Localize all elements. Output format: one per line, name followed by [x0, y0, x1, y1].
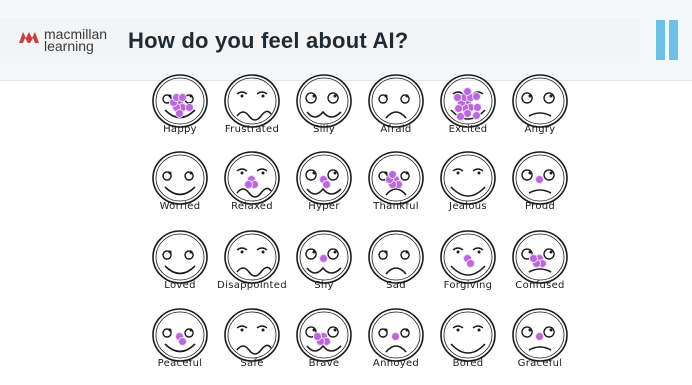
vote-dot	[529, 254, 538, 263]
smiley-face-icon	[361, 226, 431, 288]
logo-line-2: learning	[44, 38, 94, 54]
face-bored[interactable]	[433, 304, 503, 380]
face-annoyed[interactable]	[361, 304, 431, 380]
face-label: Worried	[159, 201, 201, 212]
vote-dot	[391, 332, 400, 341]
face-label: Jealous	[449, 201, 487, 212]
smiley-face-icon	[433, 304, 503, 366]
face-confused[interactable]	[505, 226, 575, 302]
face-happy[interactable]	[145, 70, 215, 146]
smiley-face-icon	[217, 226, 287, 288]
face-label: Thankful	[373, 201, 419, 212]
face-disappointed[interactable]	[217, 226, 287, 302]
face-brave[interactable]	[289, 304, 359, 380]
face-label: Proud	[524, 201, 556, 212]
face-worried[interactable]	[145, 147, 215, 223]
smiley-face-icon	[217, 70, 287, 132]
smiley-face-icon	[505, 70, 575, 132]
smiley-face-icon	[433, 147, 503, 209]
face-label: Hyper	[308, 201, 340, 212]
face-label: Afraid	[380, 124, 412, 135]
smiley-face-icon	[145, 226, 215, 288]
slide-header	[0, 0, 692, 80]
face-peaceful[interactable]	[145, 304, 215, 380]
face-label: Silly	[312, 124, 336, 135]
macmillan-logo	[18, 26, 118, 56]
face-label: Loved	[164, 280, 196, 291]
face-label: Relaxed	[231, 201, 273, 212]
smiley-face-icon	[361, 70, 431, 132]
face-thankful[interactable]	[361, 147, 431, 223]
face-label: Bored	[452, 358, 484, 369]
face-label: Peaceful	[157, 358, 203, 369]
smiley-face-icon	[289, 70, 359, 132]
logo-line-1: macmillan	[44, 26, 108, 42]
face-shy[interactable]	[289, 226, 359, 302]
vote-dot	[178, 93, 187, 102]
vote-dot	[388, 170, 397, 179]
vote-dot	[535, 175, 544, 184]
face-forgiving[interactable]	[433, 226, 503, 302]
face-angry[interactable]	[505, 70, 575, 146]
face-label: Frustrated	[224, 124, 280, 135]
face-frustrated[interactable]	[217, 70, 287, 146]
face-proud[interactable]	[505, 147, 575, 223]
accent-bar-left	[656, 20, 665, 60]
face-label: Angry	[524, 124, 556, 135]
face-label: Disappointed	[217, 280, 287, 291]
face-label: Safe	[240, 358, 264, 369]
vote-dot	[535, 332, 544, 341]
macmillan-logo-icon	[18, 29, 40, 45]
face-afraid[interactable]	[361, 70, 431, 146]
face-label: Excited	[448, 124, 488, 135]
vote-dot	[313, 332, 322, 341]
accent-bar-right	[669, 20, 678, 60]
smiley-face-icon	[145, 147, 215, 209]
face-safe[interactable]	[217, 304, 287, 380]
face-label: Graceful	[517, 358, 563, 369]
face-label: Shy	[314, 280, 334, 291]
face-jealous[interactable]	[433, 147, 503, 223]
slide-title: How do you feel about AI?	[128, 28, 409, 53]
face-label: Sad	[386, 280, 406, 291]
face-relaxed[interactable]	[217, 147, 287, 223]
face-label: Happy	[163, 124, 197, 135]
face-label: Annoyed	[372, 358, 420, 369]
emotion-face-grid	[145, 70, 575, 380]
face-label: Forgiving	[443, 280, 493, 291]
vote-dot	[463, 87, 472, 96]
smiley-face-icon	[217, 304, 287, 366]
face-hyper[interactable]	[289, 147, 359, 223]
face-sad[interactable]	[361, 226, 431, 302]
face-excited[interactable]	[433, 70, 503, 146]
face-label: Confused	[515, 280, 565, 291]
face-graceful[interactable]	[505, 304, 575, 380]
face-silly[interactable]	[289, 70, 359, 146]
face-loved[interactable]	[145, 226, 215, 302]
vote-dot	[319, 254, 328, 263]
vote-dot	[185, 103, 194, 112]
vote-dot	[456, 112, 465, 121]
face-label: Brave	[308, 358, 340, 369]
